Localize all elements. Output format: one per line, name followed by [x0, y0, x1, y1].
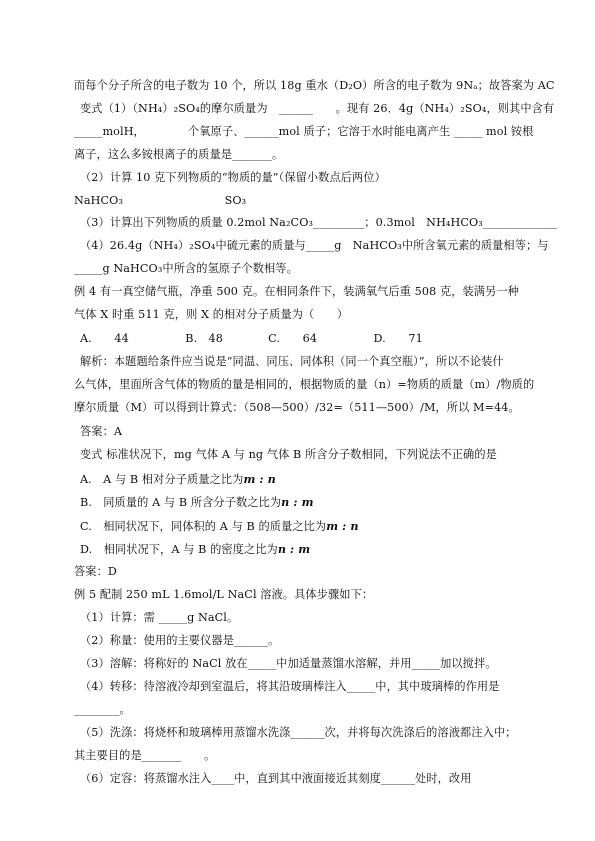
text-line-17: 变式 标准状况下，mg 气体 A 与 ng 气体 B 所含分子数相同，下列说法不正确的是 — [80, 448, 497, 461]
text-line-9: _____g NaHCO₃中所含的氢原子个数相等。 — [74, 262, 298, 275]
text-line-24: （1）计算：需 _____g NaCl。 — [80, 611, 239, 624]
text-line-8: （4）26.4g（NH₄）₂SO₄中硫元素的质量与_____g NaHCO₃中所含氧元素的质量相等；与 — [80, 239, 549, 252]
text-line-3: _____molH， 个氧原子、______mol 质子；它溶于水时能电离产生 _____ mol 铵根 — [74, 125, 534, 138]
option-a-text: A. A 与 B 相对分子质量之比为 — [80, 473, 244, 486]
text-line-6: NaHCO₃ SO₃ — [74, 194, 247, 207]
text-line-28: ________。 — [74, 703, 131, 716]
text-line-16: 答案：A — [80, 425, 123, 438]
text-line-18 — [80, 471, 276, 488]
text-line-15: 摩尔质量（M）可以得到计算式：（508—500）/32=（511—500）/M，所以 M=44。 — [74, 401, 520, 414]
text-line-30: 其主要目的是_______ 。 — [74, 749, 216, 762]
text-line-26: （3）溶解：将称好的 NaCl 放在_____中加适量蒸馏水溶解，并用_____加以搅拌。 — [80, 657, 497, 670]
text-line-29: （5）洗涤：将烧杯和玻璃棒用蒸馏水洗涤______次，并将每次洗涤后的溶液都注入中； — [80, 726, 517, 739]
text-line-10: 例 4 有一真空储气瓶，净重 500 克。在相同条件下，装满氧气后重 508 克，装满另一种 — [74, 285, 519, 298]
text-line-14: 么气体，里面所含气体的物质的量是相同的，根据物质的量（n）=物质的质量（m）/物质的 — [74, 378, 535, 391]
text-line-20 — [80, 518, 359, 535]
text-line-27: （4）转移：待溶液冷却到室温后，将其沿玻璃棒注入_____中，其中玻璃棒的作用是 — [80, 680, 500, 693]
text-line-2: 变式（1）（NH₄）₂SO₄的摩尔质量为 ______ 。现有 26．4g（NH₄）₂SO₄，则其中含有 — [80, 102, 555, 115]
text-line-23: 例 5 配制 250 mL 1.6mol/L NaCl 溶液。具体步骤如下： — [74, 588, 374, 601]
text-line-1: 而每个分子所含的电子数为 10 个，所以 18g 重水（D₂O）所含的电子数为 9Nₐ；故答案为 AC — [74, 79, 555, 92]
text-line-13: 解析：本题题给条件应当说是“同温、同压、同体积（同一个真空瓶）”，所以不论装什 — [80, 355, 504, 368]
text-line-7: （3）计算出下列物质的质量 0.2mol Na₂CO₃_________；0.3mol NH₄HCO₃_____________ — [80, 216, 557, 229]
option-c-ratio: m : n — [326, 519, 359, 533]
text-line-4: 离子，这么多铵根离子的质量是_______。 — [74, 148, 284, 161]
text-line-19 — [80, 494, 314, 511]
option-d-text: D. 相同状况下，A 与 B 的密度之比为 — [80, 543, 278, 556]
text-line-12: A. 44 B. 48 C. 64 D. 71 — [80, 332, 423, 345]
text-line-31: （6）定容：将蒸馏水注入____中，直到其中液面接近其刻度______处时，改用 — [80, 772, 472, 785]
text-line-5: （2）计算 10 克下列物质的“物质的量”（保留小数点后两位） — [80, 171, 386, 184]
text-line-11: 气体 X 时重 511 克，则 X 的相对分子质量为（ ） — [74, 308, 349, 321]
option-d-ratio: n : m — [277, 542, 311, 556]
option-c-text: C. 相同状况下，同体积的 A 与 B 的质量之比为 — [80, 520, 327, 533]
text-line-21 — [80, 541, 310, 558]
option-a-ratio: m : n — [243, 472, 276, 486]
option-b-ratio: n : m — [281, 495, 314, 509]
text-line-25: （2）称量：使用的主要仪器是______。 — [80, 634, 280, 647]
text-line-22: 答案：D — [74, 565, 117, 578]
option-b-text: B. 同质量的 A 与 B 所含分子数之比为 — [80, 496, 282, 509]
